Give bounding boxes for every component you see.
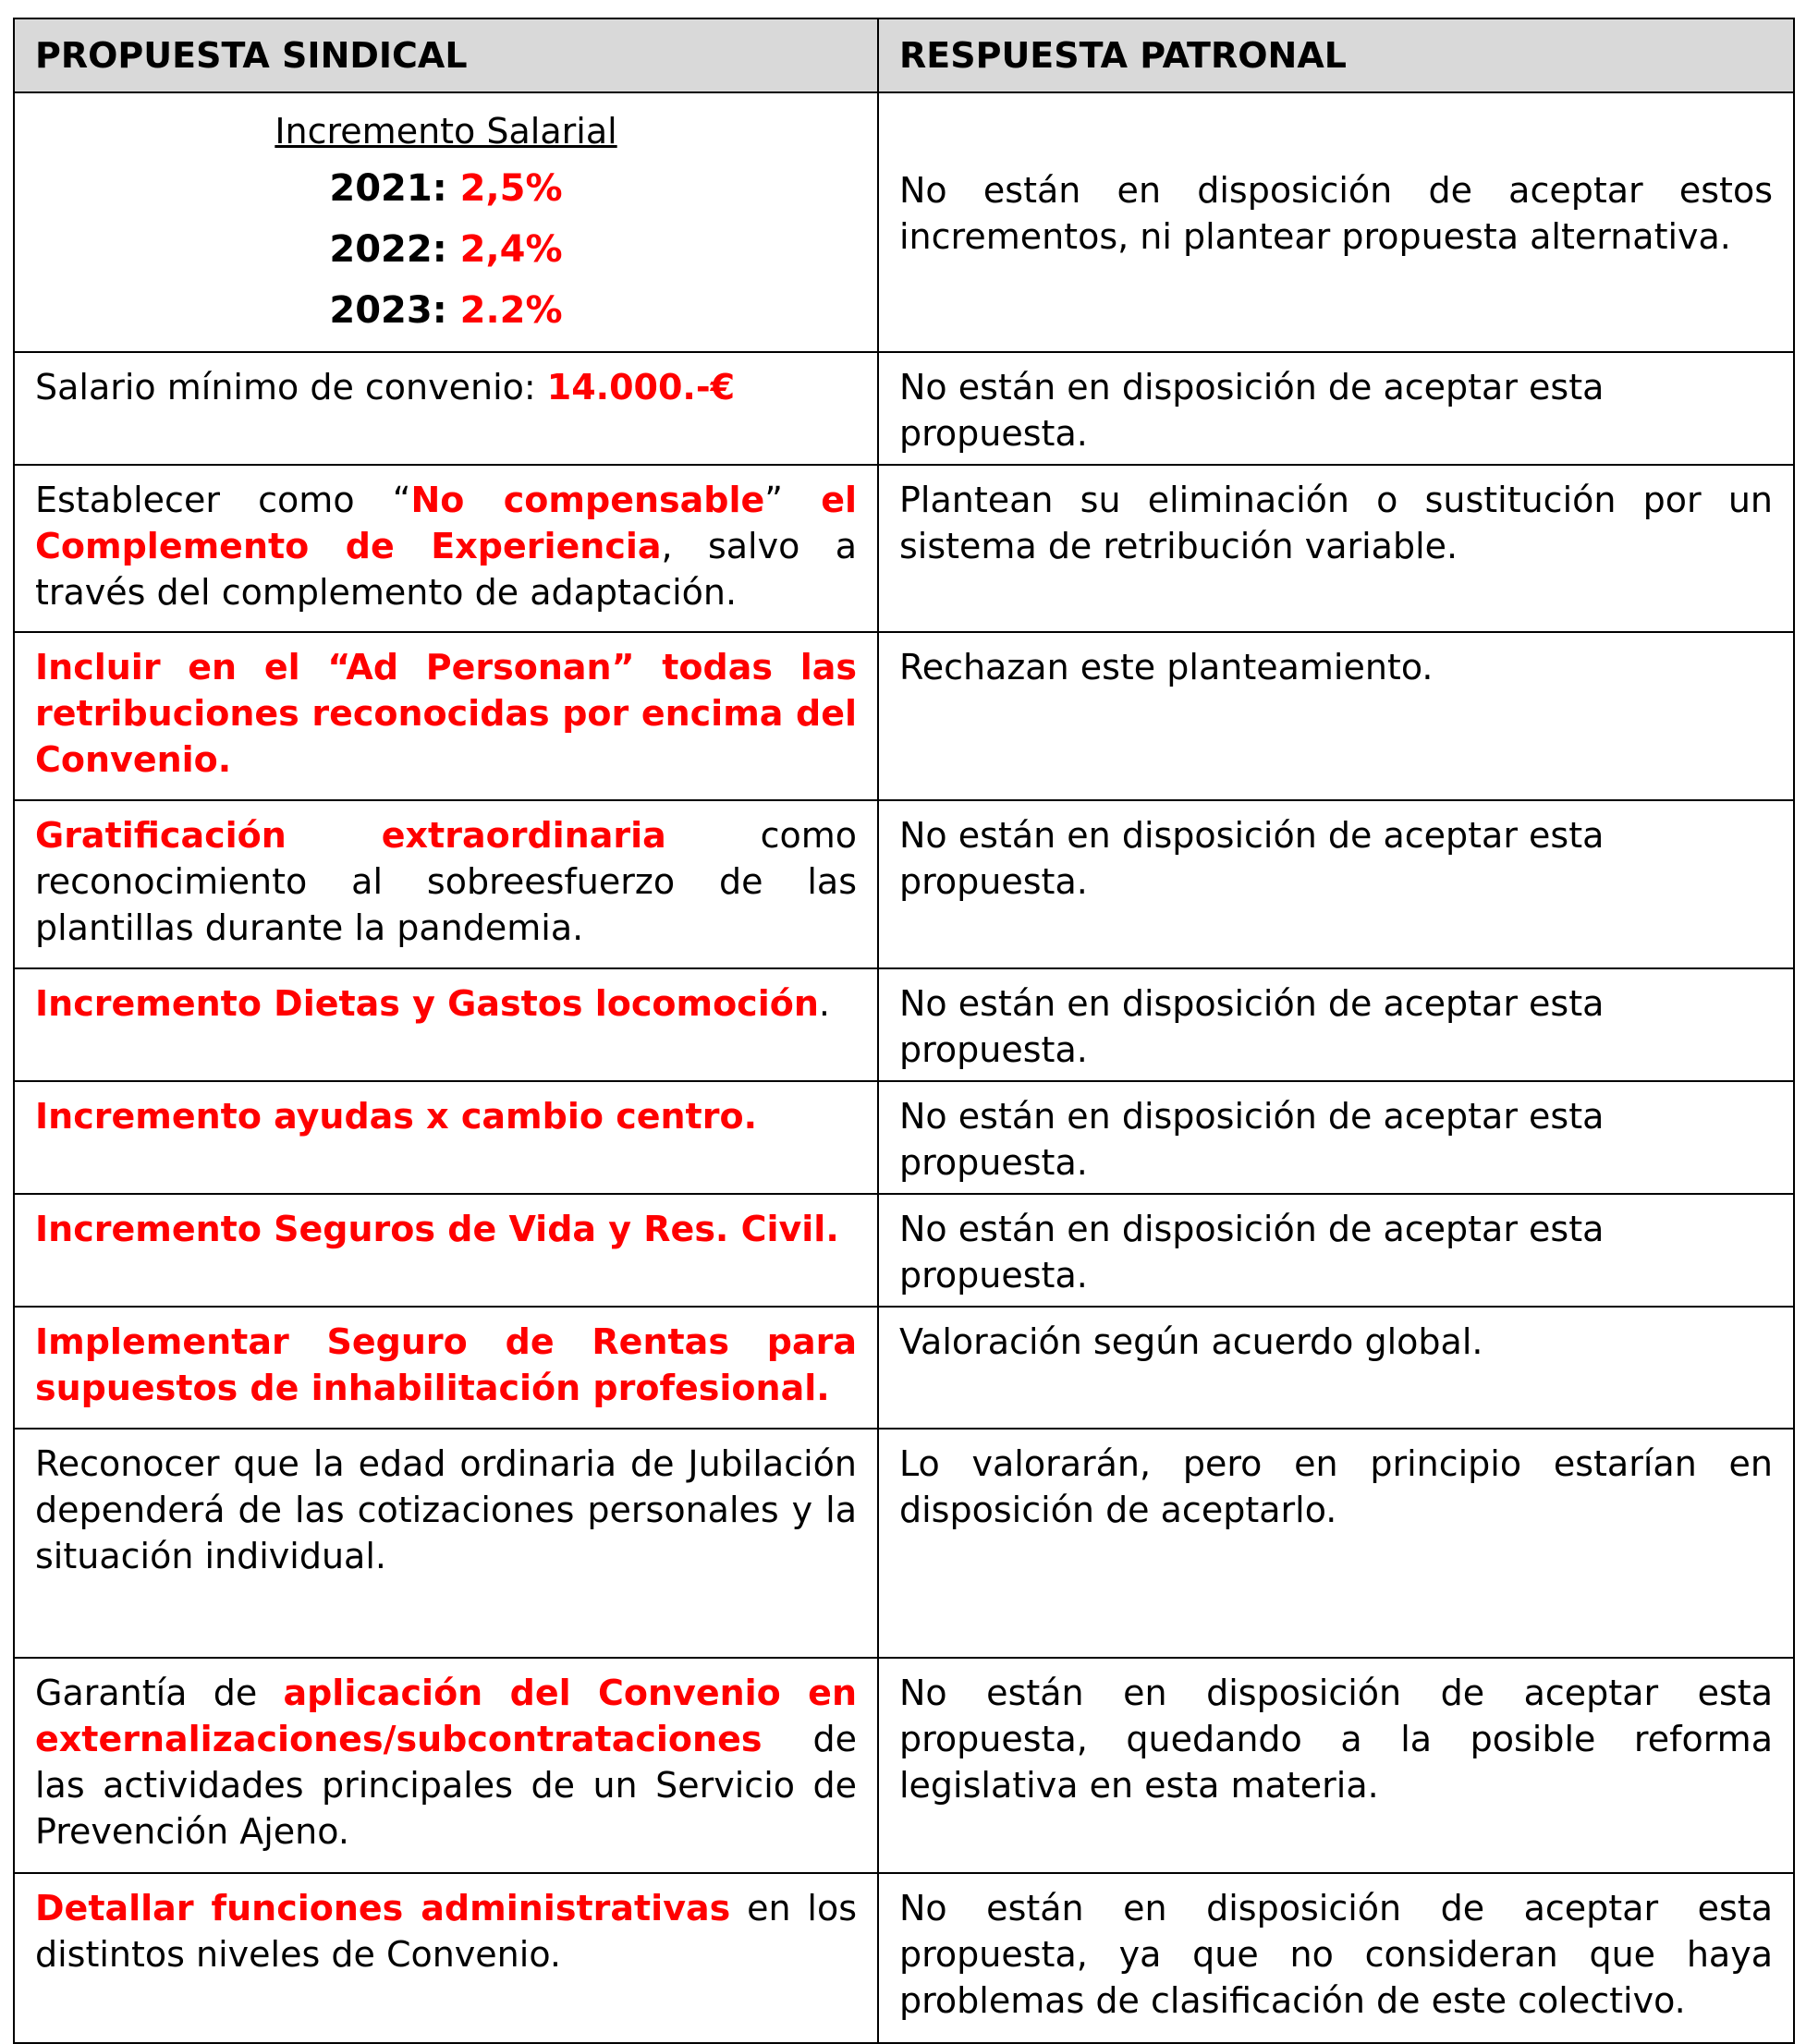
header-propuesta-sindical: PROPUESTA SINDICAL <box>14 18 878 92</box>
response-cell: No están en disposición de aceptar esta propuesta. <box>878 1081 1794 1194</box>
proposal-text: Establecer como “ <box>35 480 411 520</box>
proposal-highlight: 14.000.-€ <box>546 367 736 408</box>
table-row <box>14 632 1794 800</box>
proposal-text: . <box>818 983 830 1024</box>
increase-value: 2,4% <box>459 228 563 271</box>
header-respuesta-patronal: RESPUESTA PATRONAL <box>878 18 1794 92</box>
proposal-text: de las actividades principales de un Servicio de Prevención Ajeno. <box>35 1719 857 1852</box>
table-row <box>14 968 1794 1081</box>
proposal-highlight: Incremento Dietas y Gastos locomoción <box>35 983 819 1024</box>
proposal-cell: Incremento Seguros de Vida y Res. Civil. <box>14 1194 878 1307</box>
year-label: 2021: <box>329 167 447 210</box>
response-cell: No están en disposición de aceptar esta propuesta. <box>878 800 1794 968</box>
proposal-cell: Implementar Seguro de Rentas para supuestos de inhabilitación profesional. <box>14 1307 878 1429</box>
table-row <box>14 1873 1794 2043</box>
proposal-text: ” <box>764 480 822 520</box>
proposals-table <box>13 18 1795 2044</box>
response-cell: Plantean su eliminación o sustitución por un sistema de retribución variable. <box>878 465 1794 632</box>
response-cell: No están en disposición de aceptar esta propuesta, quedando a la posible reforma legislativa en esta materia. <box>878 1658 1794 1873</box>
increase-2021 <box>35 158 857 219</box>
year-label: 2023: <box>329 289 447 332</box>
response-cell: Valoración según acuerdo global. <box>878 1307 1794 1429</box>
proposal-cell <box>14 968 878 1081</box>
proposal-highlight: aplicación del Convenio en externalizaciones/subcontrataciones <box>35 1673 857 1759</box>
proposal-cell <box>14 800 878 968</box>
table-row <box>14 465 1794 632</box>
proposal-highlight: Gratificación extraordinaria <box>35 815 666 856</box>
table-row <box>14 1194 1794 1307</box>
table-row <box>14 1658 1794 1873</box>
salary-increase-cell <box>14 92 878 352</box>
table-row <box>14 352 1794 465</box>
increase-2023 <box>35 280 857 341</box>
proposal-text: Salario mínimo de convenio: <box>35 367 547 408</box>
response-cell: No están en disposición de aceptar esta propuesta, ya que no consideran que haya problemas de clasificación de este colectivo. <box>878 1873 1794 2043</box>
proposal-cell: Reconocer que la edad ordinaria de Jubilación dependerá de las cotizaciones personales y la situación individual. <box>14 1429 878 1658</box>
proposal-cell: Incremento ayudas x cambio centro. <box>14 1081 878 1194</box>
increase-2022 <box>35 219 857 280</box>
proposal-highlight: el Complemento de Experiencia <box>35 480 857 566</box>
table-row <box>14 1307 1794 1429</box>
response-cell: No están en disposición de aceptar estos incrementos, ni plantear propuesta alternativa. <box>878 92 1794 352</box>
response-cell: Lo valorarán, pero en principio estarían en disposición de aceptarlo. <box>878 1429 1794 1658</box>
proposal-cell <box>14 352 878 465</box>
proposal-text: Garantía de <box>35 1673 284 1713</box>
increase-value: 2,5% <box>459 167 563 210</box>
table-row <box>14 1429 1794 1658</box>
proposal-cell: Incluir en el “Ad Personan” todas las retribuciones reconocidas por encima del Convenio. <box>14 632 878 800</box>
year-label: 2022: <box>329 228 447 271</box>
proposal-highlight: Detallar funciones administrativas <box>35 1888 731 1928</box>
table-row <box>14 92 1794 352</box>
proposal-text: en los distintos niveles de Convenio. <box>35 1888 857 1975</box>
table-header-row <box>14 18 1794 92</box>
response-cell: No están en disposición de aceptar esta propuesta. <box>878 352 1794 465</box>
proposal-text: , salvo a través del complemento de adaptación. <box>35 526 857 613</box>
proposal-cell <box>14 465 878 632</box>
salary-increase-title: Incremento Salarial <box>275 111 617 152</box>
proposal-cell <box>14 1873 878 2043</box>
increase-value: 2.2% <box>459 289 563 332</box>
proposal-cell <box>14 1658 878 1873</box>
table-row <box>14 1081 1794 1194</box>
response-cell: No están en disposición de aceptar esta propuesta. <box>878 968 1794 1081</box>
response-cell: No están en disposición de aceptar esta propuesta. <box>878 1194 1794 1307</box>
response-cell: Rechazan este planteamiento. <box>878 632 1794 800</box>
table-row <box>14 800 1794 968</box>
proposal-text: como reconocimiento al sobreesfuerzo de las plantillas durante la pandemia. <box>35 815 857 948</box>
proposal-highlight: No compensable <box>410 480 765 520</box>
